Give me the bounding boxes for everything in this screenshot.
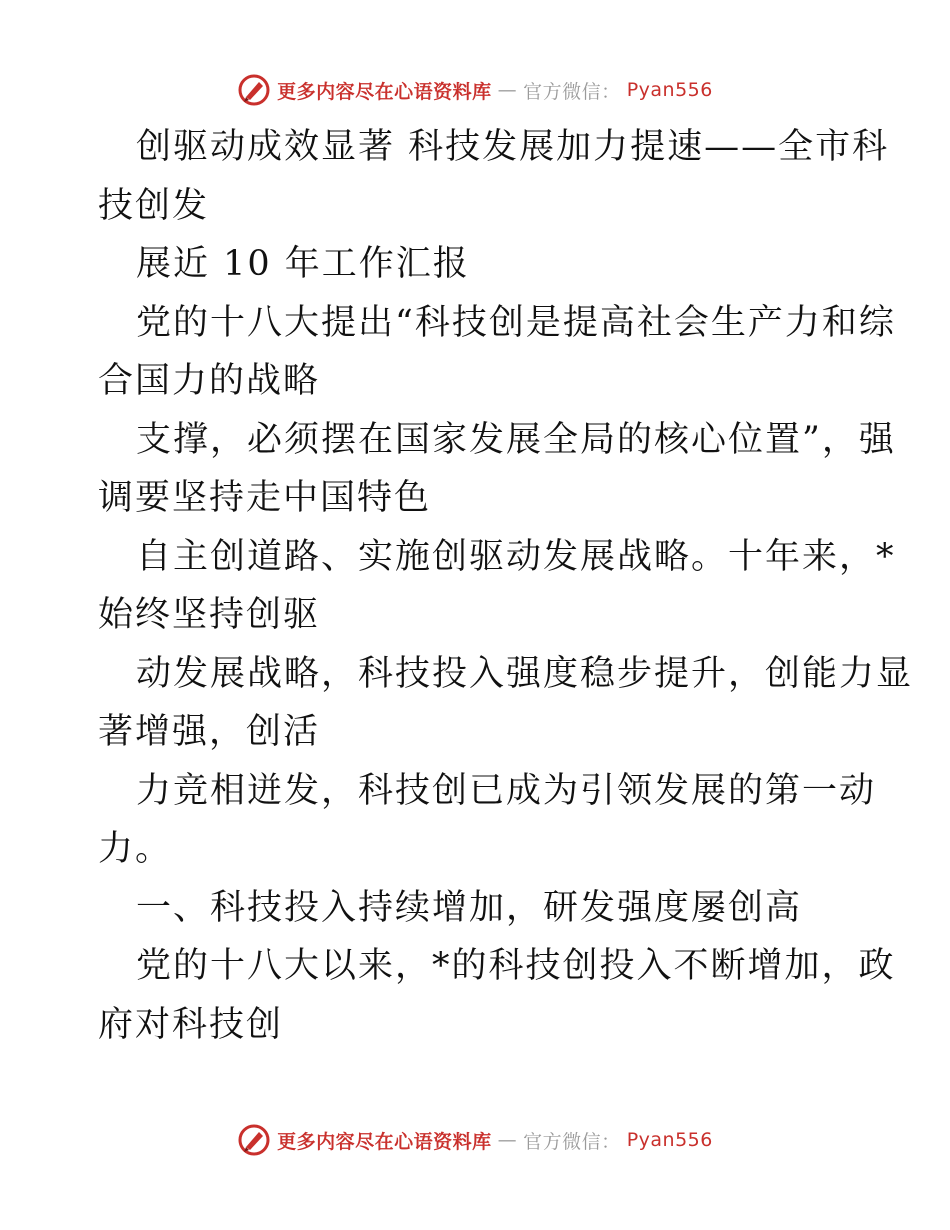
body-line: 自主创道路、实施创驱动发展战略。十年来，* [136,536,896,577]
body-line: 党的十八大以来，*的科技创投入不断增加，政 [136,946,896,986]
watermark-wechat-id: Pyan556 [626,1129,713,1151]
body-line: 力竞相迸发，科技创已成为引领发展的第一动 [136,770,877,811]
body-line: 创驱动成效显著 科技发展加力提速——全市科 [136,127,890,167]
body-line: 党的十八大提出“科技创是提高社会生产力和综 [136,302,896,343]
body-line: 府对科技创 [98,1004,284,1045]
watermark-main-text: 更多内容尽在心语资料库 [277,80,492,103]
body-line: 著增强，创活 [98,712,321,752]
watermark-separator: — [497,79,518,101]
watermark-separator: — [497,1129,518,1151]
header-watermark [0,70,950,110]
body-line: 力。 [98,829,173,869]
watermark-sub-text: 官方微信： [523,80,621,103]
body-line: 调要坚持走中国特色 [98,478,432,518]
body-line: 始终坚持创驱 [98,595,321,635]
seal-pen-icon [237,1123,271,1157]
watermark-wechat-id: Pyan556 [626,79,713,101]
body-line: 展近 10 年工作汇报 [136,244,470,284]
watermark-main-text: 更多内容尽在心语资料库 [277,1130,492,1153]
body-line: 一、科技投入持续增加，研发强度屡创高 [136,887,803,928]
document-body [98,118,914,1054]
body-line: 合国力的战略 [98,361,321,401]
body-line: 技创发 [98,185,210,226]
body-line: 支撑，必须摆在国家发展全局的核心位置”，强 [136,419,896,460]
body-line: 动发展战略，科技投入强度稳步提升，创能力显 [136,653,914,694]
watermark-sub-text: 官方微信： [523,1130,621,1153]
footer-watermark [0,1120,950,1160]
seal-pen-icon [237,73,271,107]
